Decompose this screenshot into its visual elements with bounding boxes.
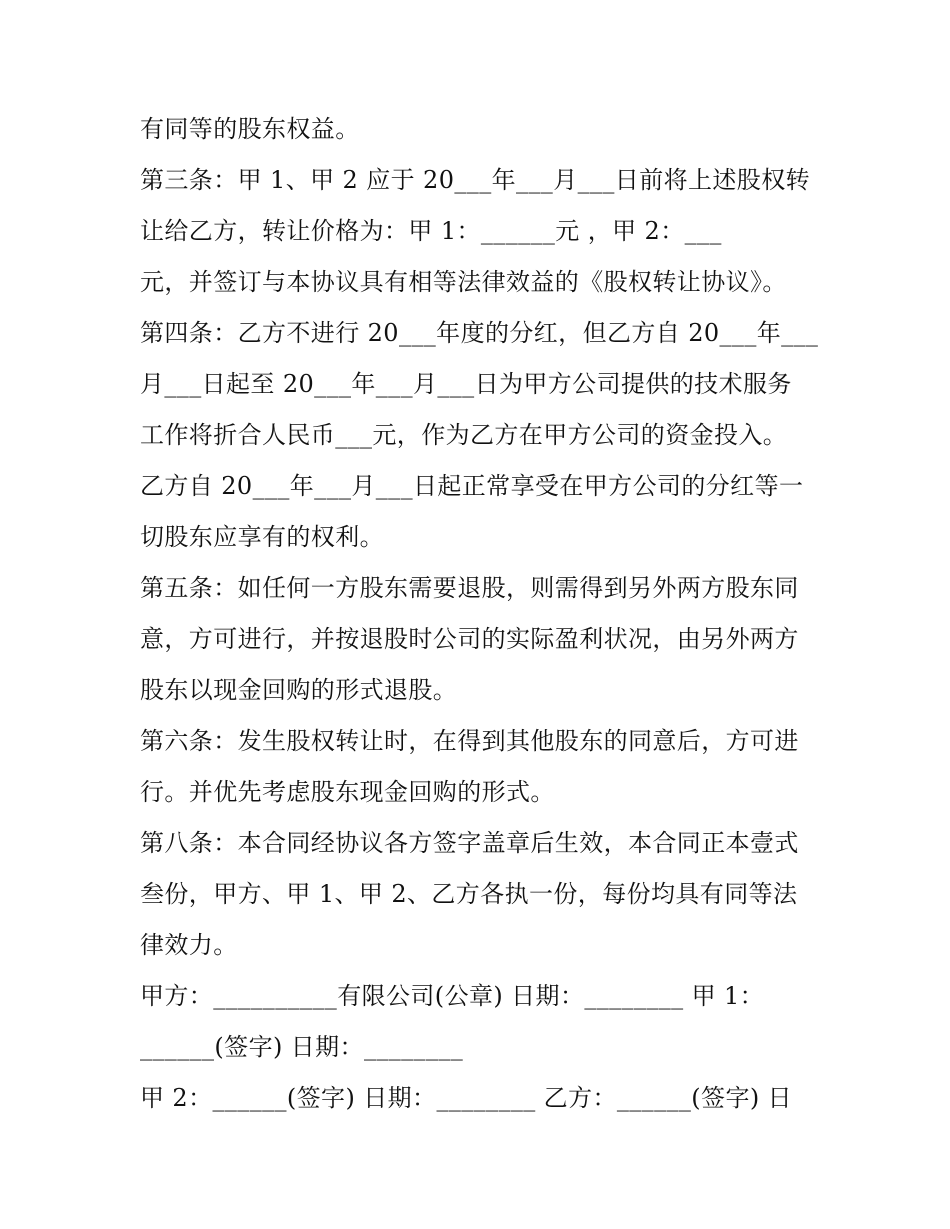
text-line: ______(签字) 日期：________ xyxy=(140,1033,464,1061)
text-line: 有同等的股东权益。 xyxy=(140,115,360,143)
text-line: 第四条：乙方不进行 20___年度的分红，但乙方自 20___年___ xyxy=(140,319,819,347)
text-line: 甲 2：______(签字) 日期：________ 乙方：______(签字) 日 xyxy=(140,1084,793,1112)
text-line: 第三条：甲 1、甲 2 应于 20___年___月___日前将上述股权转 xyxy=(140,166,810,194)
text-line: 第六条：发生股权转让时，在得到其他股东的同意后，方可进 xyxy=(140,727,799,755)
text-line: 让给乙方，转让价格为：甲 1：______元 ，甲 2：___ xyxy=(140,217,722,245)
text-line: 乙方自 20___年___月___日起正常享受在甲方公司的分红等一 xyxy=(140,472,804,500)
text-line: 元，并签订与本协议具有相等法律效益的《股权转让协议》。 xyxy=(140,268,787,296)
text-line: 工作将折合人民币___元，作为乙方在甲方公司的资金投入。 xyxy=(140,421,788,449)
text-line: 股东以现金回购的形式退股。 xyxy=(140,676,458,704)
text-line: 第五条：如任何一方股东需要退股，则需得到另外两方股东同 xyxy=(140,574,799,602)
text-line: 第八条：本合同经协议各方签字盖章后生效，本合同正本壹式 xyxy=(140,829,799,857)
text-line: 月___日起至 20___年___月___日为甲方公司提供的技术服务 xyxy=(140,370,792,398)
text-line: 意，方可进行，并按退股时公司的实际盈利状况，由另外两方 xyxy=(140,625,799,653)
text-line: 叁份，甲方、甲 1、甲 2、乙方各执一份，每份均具有同等法 xyxy=(140,880,798,908)
text-line: 律效力。 xyxy=(140,931,238,959)
text-line: 切股东应享有的权利。 xyxy=(140,523,384,551)
text-line: 甲方：__________有限公司(公章) 日期：________ 甲 1： xyxy=(140,982,765,1010)
contract-text xyxy=(140,104,830,1124)
text-line: 行。并优先考虑股东现金回购的形式。 xyxy=(140,778,555,806)
